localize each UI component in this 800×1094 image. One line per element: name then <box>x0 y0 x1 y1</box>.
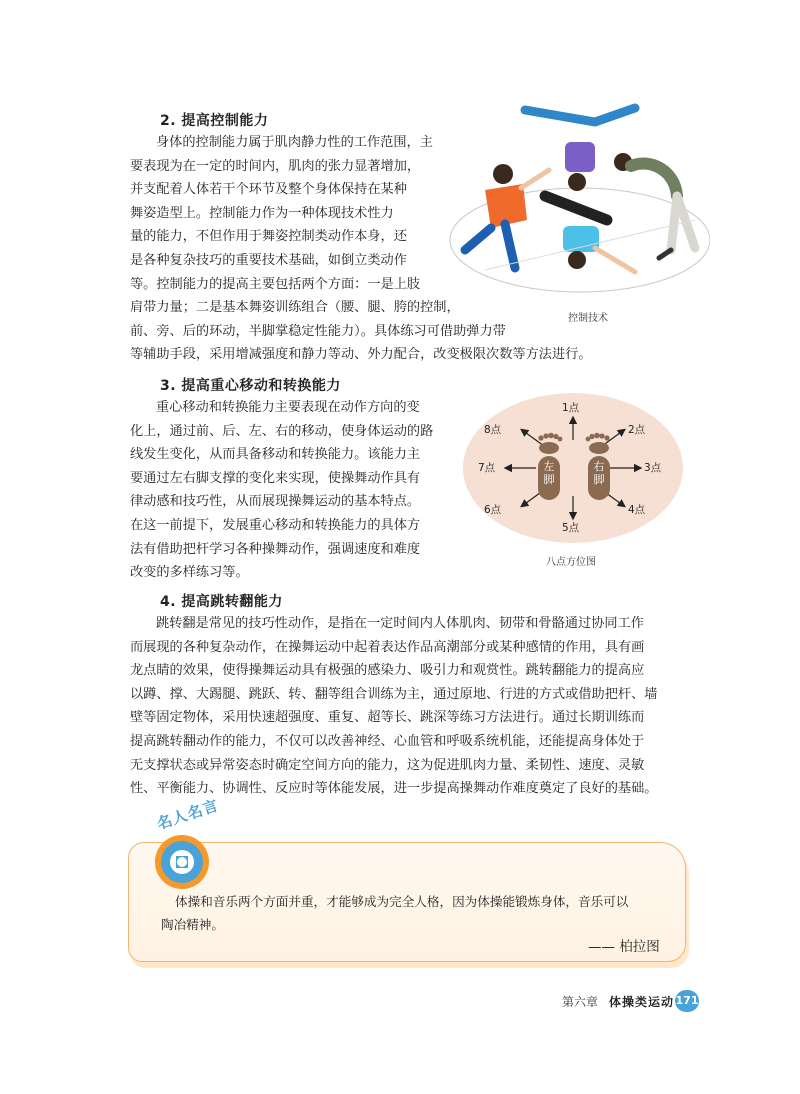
section-heading-jump: 4. 提高跳转翻能力 <box>160 594 283 610</box>
paragraph-line: 律动感和技巧性，从而展现操舞运动的基本特点。 <box>130 494 421 510</box>
paragraph-line: 舞姿造型上。控制能力作为一种体现技术性力 <box>130 205 394 221</box>
paragraph-line: 在这一前提下，发展重心移动和转换能力的具体方 <box>130 517 421 533</box>
figure-caption-eight-point: 八点方位图 <box>546 557 596 568</box>
section-heading-gravity: 3. 提高重心移动和转换能力 <box>160 378 341 394</box>
dancer-blue-figure <box>525 108 635 191</box>
point-8-label: 8点 <box>484 424 502 436</box>
paragraph-line: 改变的多样练习等。 <box>130 565 249 581</box>
paragraph-line: 前、旁、后的环动，半脚掌稳定性能力）。具体练习可借助弹力带 <box>130 323 506 339</box>
paragraph-line: 壁等固定物体，采用快速超强度、重复、超等长、跳深等练习方法进行。通过长期训练而 <box>130 710 645 726</box>
paragraph-line: 量的能力，不但作用于舞姿控制类动作本身，还 <box>130 229 407 245</box>
quote-text <box>161 890 675 936</box>
paragraph-line: 等辅助手段，采用增减强度和静力等动、外力配合，改变极限次数等方法进行。 <box>130 347 592 363</box>
point-3-label: 3点 <box>644 462 662 474</box>
left-foot-label: 左脚 <box>543 460 555 486</box>
dancer-orange-figure <box>465 164 549 268</box>
paragraph-line: 以蹲、撑、大踢腿、跳跃、转、翻等组合训练为主，通过原地、行进的方式或借助把杆、墙 <box>130 686 658 702</box>
badge-label: 名人名言 <box>154 796 222 834</box>
quote-line: 体操和音乐两个方面并重，才能够成为完全人格，因为体操能锻炼身体，音乐可以 <box>175 894 629 909</box>
paragraph-line: 化上，通过前、后、左、右的移动，使身体运动的路 <box>130 423 434 439</box>
point-2-label: 2点 <box>628 424 646 436</box>
paragraph-line: 龙点睛的效果，使得操舞运动具有极强的感染力、吸引力和观赏性。跳转翻能力的提高应 <box>130 663 645 679</box>
paragraph-line: 等。控制能力的提高主要包括两个方面：一是上肢 <box>130 276 421 292</box>
paragraph-line: 而展现的各种复杂动作，在操舞运动中起着表达作品高潮部分或某种感情的作用，具有画 <box>130 639 645 655</box>
quote-author: —— 柏拉图 <box>588 939 660 955</box>
figure-caption-control: 控制技术 <box>568 313 608 324</box>
footer-chapter: 第六章 <box>562 995 599 1009</box>
paragraph-line: 性、平衡能力、协调性、反应时等体能发展，进一步提高操舞动作难度奠定了良好的基础。 <box>130 781 658 797</box>
section-paragraph-jump <box>130 612 690 801</box>
right-foot-label: 右脚 <box>593 460 605 486</box>
point-7-label: 7点 <box>478 462 496 474</box>
point-1-label: 1点 <box>562 402 580 414</box>
paragraph-line: 身体的控制能力属于肌肉静力性的工作范围，主 <box>156 135 433 150</box>
paragraph-line: 无支撑状态或异常姿态时确定空间方向的能力，这为促进肌肉力量、柔韧性、速度、灵敏 <box>130 757 645 773</box>
footer-title: 体操类运动 <box>609 995 675 1009</box>
eight-point-diagram <box>462 392 684 544</box>
paragraph-line: 线发生变化，从而具备移动和转换能力。该能力主 <box>130 447 421 463</box>
point-4-label: 4点 <box>628 504 646 516</box>
paragraph-line: 重心移动和转换能力主要表现在动作方向的变 <box>156 400 420 415</box>
paragraph-line: 要通过左右脚支撑的变化来实现，使操舞动作具有 <box>130 470 421 486</box>
dancer-grey-figure <box>614 153 695 258</box>
section-heading-control: 2. 提高控制能力 <box>160 113 269 129</box>
dancer-cyan-figure <box>545 196 635 272</box>
paragraph-line: 并支配着人体若干个环节及整个身体保持在某种 <box>130 182 407 198</box>
famous-quote-badge <box>144 796 234 894</box>
paragraph-line: 要表现为在一定的时间内，肌肉的张力显著增加， <box>130 158 421 174</box>
page-number-badge: 171 <box>675 990 699 1012</box>
paragraph-line: 肩带力量；二是基本舞姿训练组合（腰、腿、胯的控制， <box>130 300 460 316</box>
point-5-label: 5点 <box>562 522 580 534</box>
paragraph-line: 跳转翻是常见的技巧性动作，是指在一定时间内人体肌肉、韧带和骨骼通过协同工作 <box>156 616 644 631</box>
control-technique-illustration <box>445 100 710 305</box>
section-paragraph-gravity <box>130 396 460 585</box>
paragraph-line: 提高跳转翻动作的能力，不仅可以改善神经、心血管和呼吸系统机能，还能提高身体处于 <box>130 733 645 749</box>
paragraph-line: 法有借助把杆学习各种操舞动作，强调速度和难度 <box>130 541 421 557</box>
paragraph-line: 是各种复杂技巧的重要技术基础，如倒立类动作 <box>130 252 407 268</box>
point-6-label: 6点 <box>484 504 502 516</box>
quote-line: 陶冶精神。 <box>161 917 224 932</box>
